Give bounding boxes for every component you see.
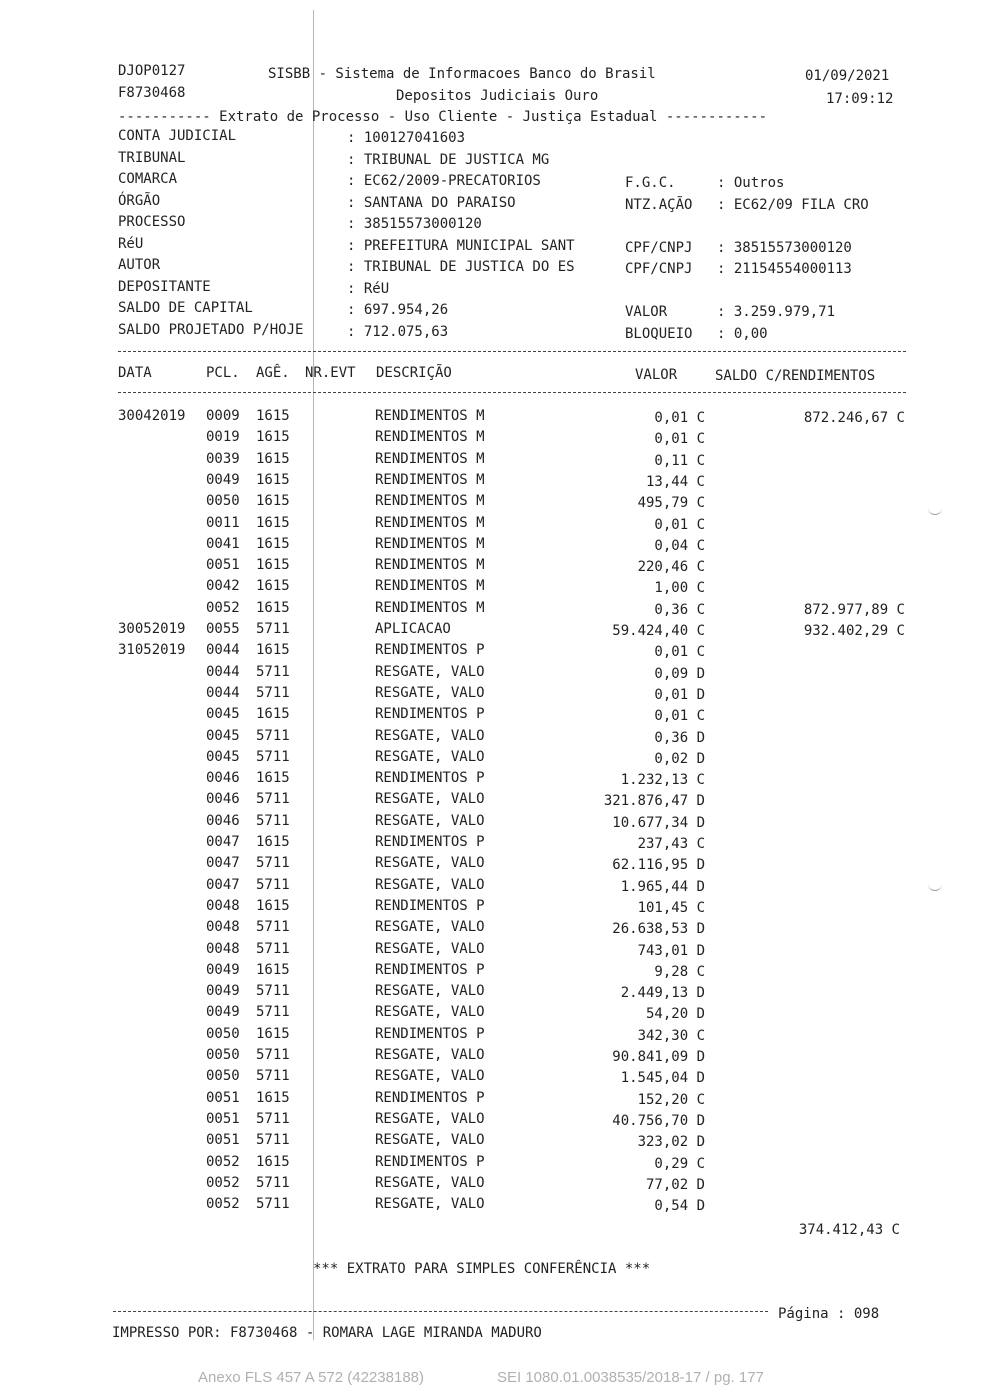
cell-age: 5711 xyxy=(256,685,290,701)
info-value: : 712.075,63 xyxy=(347,324,449,340)
cell-pcl: 0049 xyxy=(206,472,240,488)
cell-valor: 0,02 D xyxy=(654,751,705,767)
cell-pcl: 0048 xyxy=(206,898,240,914)
cell-descricao: RESGATE, VALO xyxy=(375,983,485,999)
cell-age: 1615 xyxy=(256,515,290,531)
cell-pcl: 0047 xyxy=(206,834,240,850)
cell-age: 5711 xyxy=(256,855,290,871)
cell-age: 1615 xyxy=(256,536,290,552)
cell-pcl: 0044 xyxy=(206,664,240,680)
cell-age: 5711 xyxy=(256,1132,290,1148)
cell-valor: 0,01 C xyxy=(654,410,705,426)
cell-valor: 1.232,13 C xyxy=(620,772,705,788)
col-age: AGÊ. xyxy=(256,365,290,381)
cell-saldo: 872.977,89 C xyxy=(803,602,905,618)
cell-descricao: RENDIMENTOS P xyxy=(375,642,485,658)
cell-descricao: RENDIMENTOS M xyxy=(375,493,485,509)
printed-by: IMPRESSO POR: F8730468 - ROMARA LAGE MIRANDA MADURO xyxy=(112,1325,542,1341)
col-nr-evt: NR.EVT xyxy=(305,365,356,381)
info-value: : 697.954,26 xyxy=(347,302,449,318)
cell-date: 30042019 xyxy=(118,408,186,424)
footer-sei: SEI 1080.01.0038535/2018-17 / pg. 177 xyxy=(497,1369,764,1386)
cell-valor: 1,00 C xyxy=(654,580,705,596)
user-code: F8730468 xyxy=(118,85,186,101)
cell-descricao: RESGATE, VALO xyxy=(375,1111,485,1127)
info-value: : 38515573000120 xyxy=(347,216,482,232)
cell-pcl: 0046 xyxy=(206,770,240,786)
cell-valor: 1.545,04 D xyxy=(620,1070,705,1086)
cell-descricao: RENDIMENTOS M xyxy=(375,451,485,467)
cell-valor: 90.841,09 D xyxy=(612,1049,705,1065)
cell-descricao: RENDIMENTOS M xyxy=(375,472,485,488)
cell-valor: 54,20 D xyxy=(645,1006,705,1022)
cell-saldo: 932.402,29 C xyxy=(803,623,905,639)
cell-age: 5711 xyxy=(256,621,290,637)
cell-descricao: RENDIMENTOS P xyxy=(375,1154,485,1170)
scan-mark xyxy=(928,882,942,891)
cell-pcl: 0046 xyxy=(206,791,240,807)
cell-age: 5711 xyxy=(256,1111,290,1127)
cell-age: 1615 xyxy=(256,642,290,658)
cell-descricao: RENDIMENTOS P xyxy=(375,1090,485,1106)
cell-pcl: 0055 xyxy=(206,621,240,637)
conference-note: *** EXTRATO PARA SIMPLES CONFERÊNCIA *** xyxy=(313,1261,651,1277)
cell-valor: 2.449,13 D xyxy=(620,985,705,1001)
cell-age: 5711 xyxy=(256,664,290,680)
cell-descricao: RENDIMENTOS M xyxy=(375,578,485,594)
cell-saldo: 872.246,67 C xyxy=(803,410,905,426)
cell-age: 5711 xyxy=(256,1047,290,1063)
info-right-value: : 21154554000113 xyxy=(717,261,852,277)
info-label: AUTOR xyxy=(118,257,161,273)
cell-valor: 40.756,70 D xyxy=(612,1113,705,1129)
cell-age: 1615 xyxy=(256,1026,290,1042)
info-label: PROCESSO xyxy=(118,214,186,230)
cell-age: 5711 xyxy=(256,791,290,807)
final-balance: 374.412,43 C xyxy=(798,1222,900,1238)
cell-pcl: 0047 xyxy=(206,855,240,871)
cell-descricao: APLICACAO xyxy=(375,621,451,637)
cell-valor: 0,01 C xyxy=(654,517,705,533)
cell-pcl: 0019 xyxy=(206,429,240,445)
scan-fold-line xyxy=(313,10,314,1340)
cell-pcl: 0045 xyxy=(206,728,240,744)
cell-age: 1615 xyxy=(256,600,290,616)
program-code: DJOP0127 xyxy=(118,63,186,79)
header-date: 01/09/2021 xyxy=(805,68,890,84)
cell-age: 5711 xyxy=(256,1175,290,1191)
cell-pcl: 0049 xyxy=(206,983,240,999)
cell-pcl: 0050 xyxy=(206,493,240,509)
cell-valor: 220,46 C xyxy=(637,559,705,575)
cell-valor: 743,01 D xyxy=(637,943,705,959)
cell-age: 5711 xyxy=(256,1068,290,1084)
info-label: ÓRGÃO xyxy=(118,193,161,209)
cell-valor: 0,36 D xyxy=(654,730,705,746)
cell-age: 5711 xyxy=(256,749,290,765)
cell-descricao: RESGATE, VALO xyxy=(375,1047,485,1063)
cell-descricao: RENDIMENTOS P xyxy=(375,1026,485,1042)
cell-descricao: RENDIMENTOS M xyxy=(375,515,485,531)
cell-pcl: 0009 xyxy=(206,408,240,424)
cell-age: 1615 xyxy=(256,472,290,488)
info-right-label: CPF/CNPJ xyxy=(625,240,693,256)
cell-descricao: RESGATE, VALO xyxy=(375,941,485,957)
cell-descricao: RESGATE, VALO xyxy=(375,749,485,765)
info-right-label: F.G.C. xyxy=(625,175,676,191)
cell-pcl: 0051 xyxy=(206,1111,240,1127)
cell-pcl: 0042 xyxy=(206,578,240,594)
cell-descricao: RESGATE, VALO xyxy=(375,1004,485,1020)
cell-age: 5711 xyxy=(256,813,290,829)
info-value: : TRIBUNAL DE JUSTICA MG xyxy=(347,152,550,168)
cell-age: 5711 xyxy=(256,941,290,957)
cell-pcl: 0049 xyxy=(206,1004,240,1020)
cell-descricao: RENDIMENTOS P xyxy=(375,770,485,786)
extract-title: ----------- Extrato de Processo - Uso Cliente - Justiça Estadual ------------ xyxy=(118,109,768,125)
cell-valor: 321.876,47 D xyxy=(603,793,705,809)
cell-pcl: 0050 xyxy=(206,1026,240,1042)
info-value: : PREFEITURA MUNICIPAL SANT xyxy=(347,238,575,254)
col-saldo: SALDO C/RENDIMENTOS xyxy=(715,368,876,384)
cell-descricao: RESGATE, VALO xyxy=(375,1132,485,1148)
info-right-label: BLOQUEIO xyxy=(625,326,693,342)
cell-age: 1615 xyxy=(256,1090,290,1106)
cell-valor: 0,01 C xyxy=(654,431,705,447)
header-time: 17:09:12 xyxy=(826,91,894,107)
cell-valor: 0,01 D xyxy=(654,687,705,703)
cell-pcl: 0048 xyxy=(206,941,240,957)
cell-valor: 152,20 C xyxy=(637,1092,705,1108)
cell-valor: 342,30 C xyxy=(637,1028,705,1044)
cell-descricao: RENDIMENTOS M xyxy=(375,600,485,616)
cell-valor: 0,36 C xyxy=(654,602,705,618)
info-label: TRIBUNAL xyxy=(118,150,186,166)
cell-descricao: RESGATE, VALO xyxy=(375,728,485,744)
cell-pcl: 0052 xyxy=(206,1175,240,1191)
cell-valor: 1.965,44 D xyxy=(620,879,705,895)
cell-pcl: 0050 xyxy=(206,1047,240,1063)
cell-age: 1615 xyxy=(256,429,290,445)
cell-valor: 0,01 C xyxy=(654,708,705,724)
cell-age: 1615 xyxy=(256,962,290,978)
cell-age: 1615 xyxy=(256,578,290,594)
info-value: : 100127041603 xyxy=(347,130,466,146)
cell-descricao: RENDIMENTOS P xyxy=(375,706,485,722)
cell-valor: 9,28 C xyxy=(654,964,705,980)
info-value: : TRIBUNAL DE JUSTICA DO ES xyxy=(347,259,575,275)
cell-descricao: RESGATE, VALO xyxy=(375,855,485,871)
cell-pcl: 0047 xyxy=(206,877,240,893)
cell-valor: 0,04 C xyxy=(654,538,705,554)
cell-descricao: RESGATE, VALO xyxy=(375,791,485,807)
cell-age: 5711 xyxy=(256,877,290,893)
info-right-value: : 3.259.979,71 xyxy=(717,304,836,320)
cell-age: 1615 xyxy=(256,408,290,424)
info-right-label: NTZ.AÇÃO xyxy=(625,197,693,213)
cell-pcl: 0051 xyxy=(206,1132,240,1148)
cell-valor: 77,02 D xyxy=(645,1177,705,1193)
cell-valor: 495,79 C xyxy=(637,495,705,511)
footer-annex: Anexo FLS 457 A 572 (42238188) xyxy=(198,1369,425,1386)
cell-valor: 10.677,34 D xyxy=(612,815,705,831)
info-value: : EC62/2009-PRECATORIOS xyxy=(347,173,541,189)
cell-valor: 323,02 D xyxy=(637,1134,705,1150)
col-valor: VALOR xyxy=(635,367,678,383)
cell-date: 31052019 xyxy=(118,642,186,658)
info-right-value: : 38515573000120 xyxy=(717,240,852,256)
info-label: DEPOSITANTE xyxy=(118,279,211,295)
cell-descricao: RENDIMENTOS M xyxy=(375,536,485,552)
cell-pcl: 0011 xyxy=(206,515,240,531)
rule-top xyxy=(118,351,906,352)
subtitle: Depositos Judiciais Ouro xyxy=(396,88,599,104)
info-right-value: : Outros xyxy=(717,175,785,191)
cell-pcl: 0049 xyxy=(206,962,240,978)
rule-header xyxy=(118,392,906,393)
info-right-label: VALOR xyxy=(625,304,668,320)
cell-descricao: RENDIMENTOS P xyxy=(375,834,485,850)
cell-valor: 59.424,40 C xyxy=(612,623,705,639)
cell-pcl: 0044 xyxy=(206,685,240,701)
cell-age: 1615 xyxy=(256,834,290,850)
cell-valor: 101,45 C xyxy=(637,900,705,916)
cell-descricao: RENDIMENTOS M xyxy=(375,557,485,573)
cell-age: 1615 xyxy=(256,770,290,786)
cell-pcl: 0046 xyxy=(206,813,240,829)
info-right-value: : EC62/09 FILA CRO xyxy=(717,197,869,213)
cell-pcl: 0050 xyxy=(206,1068,240,1084)
cell-valor: 0,11 C xyxy=(654,453,705,469)
cell-valor: 237,43 C xyxy=(637,836,705,852)
info-value: : SANTANA DO PARAISO xyxy=(347,195,516,211)
cell-age: 1615 xyxy=(256,898,290,914)
info-label: SALDO DE CAPITAL xyxy=(118,300,253,316)
cell-pcl: 0051 xyxy=(206,1090,240,1106)
cell-descricao: RESGATE, VALO xyxy=(375,1068,485,1084)
cell-valor: 13,44 C xyxy=(645,474,705,490)
cell-valor: 62.116,95 D xyxy=(612,857,705,873)
cell-age: 5711 xyxy=(256,919,290,935)
cell-age: 5711 xyxy=(256,728,290,744)
cell-pcl: 0041 xyxy=(206,536,240,552)
cell-pcl: 0044 xyxy=(206,642,240,658)
info-label: RéU xyxy=(118,236,144,252)
cell-age: 1615 xyxy=(256,1154,290,1170)
cell-age: 1615 xyxy=(256,493,290,509)
cell-descricao: RESGATE, VALO xyxy=(375,919,485,935)
cell-pcl: 0045 xyxy=(206,749,240,765)
cell-age: 1615 xyxy=(256,706,290,722)
cell-descricao: RESGATE, VALO xyxy=(375,1175,485,1191)
cell-pcl: 0045 xyxy=(206,706,240,722)
info-label: COMARCA xyxy=(118,171,178,187)
cell-age: 5711 xyxy=(256,1004,290,1020)
cell-pcl: 0048 xyxy=(206,919,240,935)
cell-descricao: RESGATE, VALO xyxy=(375,877,485,893)
cell-descricao: RENDIMENTOS M xyxy=(375,408,485,424)
cell-pcl: 0052 xyxy=(206,1196,240,1212)
cell-valor: 0,09 D xyxy=(654,666,705,682)
info-label: SALDO PROJETADO P/HOJE xyxy=(118,322,304,338)
cell-descricao: RENDIMENTOS P xyxy=(375,962,485,978)
cell-descricao: RESGATE, VALO xyxy=(375,685,485,701)
cell-descricao: RENDIMENTOS M xyxy=(375,429,485,445)
system-title: SISBB - Sistema de Informacoes Banco do Brasil xyxy=(268,66,656,82)
col-pcl: PCL. xyxy=(206,365,240,381)
cell-pcl: 0051 xyxy=(206,557,240,573)
col-data: DATA xyxy=(118,365,152,381)
cell-descricao: RESGATE, VALO xyxy=(375,664,485,680)
cell-age: 1615 xyxy=(256,557,290,573)
cell-valor: 0,01 C xyxy=(654,644,705,660)
cell-date: 30052019 xyxy=(118,621,186,637)
page-label: Página : 098 xyxy=(778,1306,880,1322)
cell-age: 5711 xyxy=(256,1196,290,1212)
cell-valor: 0,54 D xyxy=(654,1198,705,1214)
scan-mark xyxy=(928,506,942,515)
info-right-value: : 0,00 xyxy=(717,326,768,342)
cell-age: 5711 xyxy=(256,983,290,999)
cell-pcl: 0052 xyxy=(206,600,240,616)
info-value: : RéU xyxy=(347,281,390,297)
cell-valor: 26.638,53 D xyxy=(612,921,705,937)
col-descricao: DESCRIÇÃO xyxy=(376,365,452,381)
cell-pcl: 0039 xyxy=(206,451,240,467)
rule-bottom xyxy=(113,1311,768,1312)
cell-descricao: RESGATE, VALO xyxy=(375,813,485,829)
cell-pcl: 0052 xyxy=(206,1154,240,1170)
info-right-label: CPF/CNPJ xyxy=(625,261,693,277)
cell-descricao: RENDIMENTOS P xyxy=(375,898,485,914)
info-label: CONTA JUDICIAL xyxy=(118,128,237,144)
cell-descricao: RESGATE, VALO xyxy=(375,1196,485,1212)
cell-valor: 0,29 C xyxy=(654,1156,705,1172)
cell-age: 1615 xyxy=(256,451,290,467)
